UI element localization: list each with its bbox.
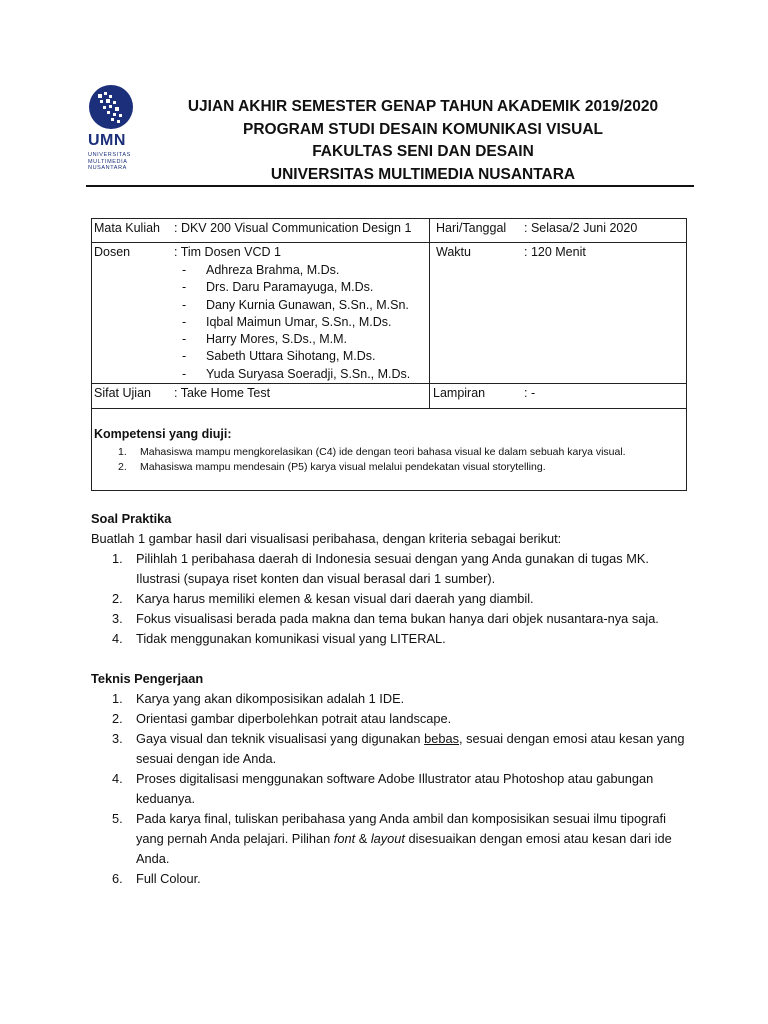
- list-number: 1.: [112, 551, 123, 566]
- exam-info-table: [91, 218, 687, 491]
- competency-text: Mahasiswa mampu mengkorelasikan (C4) ide dengan teori bahasa visual ke dalam sebuah karya visual.: [140, 446, 626, 458]
- lecturer-name: Sabeth Uttara Sihotang, M.Ds.: [206, 349, 376, 364]
- document-header: [160, 96, 686, 186]
- lecturer-name: Adhreza Brahma, M.Ds.: [206, 263, 340, 277]
- umn-logo-mark-icon: [84, 84, 134, 130]
- competency-item: [118, 445, 626, 460]
- list-number: 2.: [112, 711, 123, 726]
- list-dash: -: [182, 349, 187, 364]
- text-run: Gaya visual dan teknik visualisasi yang digunakan: [136, 731, 425, 746]
- list-item: [112, 629, 659, 649]
- lecturer-name: Drs. Daru Paramayuga, M.Ds.: [206, 280, 374, 295]
- list-item-text: Proses digitalisasi menggunakan software Adobe Illustrator atau Photoshop atau gabungan: [136, 771, 654, 786]
- competency-title: Kompetensi yang diuji:: [94, 427, 232, 441]
- course-value: : DKV 200 Visual Communication Design 1: [174, 221, 412, 235]
- header-line-exam: UJIAN AKHIR SEMESTER GENAP TAHUN AKADEMIK 2019/2020: [187, 98, 659, 115]
- technique-list: [112, 689, 685, 889]
- lecturer-item: [182, 262, 410, 279]
- list-item-text: Anda.: [136, 851, 170, 866]
- table-divider: [92, 408, 686, 409]
- list-item-text: Fokus visualisasi berada pada makna dan tema bukan hanya dari objek nusantara-nya saja.: [136, 611, 659, 626]
- list-number: 1.: [118, 446, 127, 458]
- lecturer-label: Dosen: [94, 245, 131, 259]
- list-item: [112, 869, 685, 889]
- umn-logo: [84, 84, 144, 130]
- table-divider: [429, 219, 430, 408]
- lecturer-name: Dany Kurnia Gunawan, S.Sn., M.Sn.: [206, 297, 409, 312]
- list-number: 6.: [112, 871, 123, 886]
- list-item: [112, 769, 685, 809]
- list-dash: -: [182, 297, 187, 312]
- practice-intro: Buatlah 1 gambar hasil dari visualisasi peribahasa, dengan kriteria sebagai berikut:: [91, 531, 562, 546]
- list-item: [112, 709, 685, 729]
- list-item-text: Ilustrasi (supaya riset konten dan visual berasal dari 1 sumber).: [136, 571, 496, 586]
- list-item-text: Pilihlah 1 peribahasa daerah di Indonesia sesuai dengan yang Anda gunakan di tugas MK.: [136, 551, 649, 566]
- text-run: &: [355, 831, 371, 846]
- lecturer-item: [182, 348, 410, 365]
- list-item-text: Pada karya final, tuliskan peribahasa yang Anda ambil dan komposisikan sesuai ilmu tipografi: [136, 811, 666, 826]
- lecturer-name: Iqbal Maimun Umar, S.Sn., M.Ds.: [206, 314, 392, 329]
- date-value: : Selasa/2 Juni 2020: [524, 221, 638, 235]
- header-line-university: UNIVERSITAS MULTIMEDIA NUSANTARA: [270, 165, 576, 183]
- exam-type-label: Sifat Ujian: [94, 386, 151, 400]
- lecturer-item: [182, 331, 410, 348]
- list-item: [112, 689, 685, 709]
- competency-list: [118, 445, 626, 476]
- logo-subtitle: [88, 152, 131, 172]
- date-label: Hari/Tanggal: [436, 221, 507, 235]
- list-number: 1.: [112, 691, 123, 706]
- list-item-text: sesuai dengan ide Anda.: [136, 751, 277, 766]
- list-item-text: keduanya.: [136, 791, 196, 806]
- time-value: : 120 Menit: [524, 245, 586, 259]
- course-label: Mata Kuliah: [94, 221, 161, 235]
- logo-abbr: UMN: [88, 132, 126, 149]
- list-item: [112, 609, 659, 629]
- competency-text: Mahasiswa mampu mendesain (P5) karya visual melalui pendekatan visual storytelling.: [140, 461, 546, 474]
- text-run: yang pernah Anda pelajari. Pilihan: [136, 831, 334, 846]
- lecturer-value: : Tim Dosen VCD 1: [174, 245, 281, 259]
- list-dash: -: [182, 366, 187, 381]
- lecturer-item: [182, 314, 410, 331]
- table-divider: [92, 383, 686, 384]
- attachment-value: : -: [524, 386, 536, 400]
- list-number: 3.: [112, 731, 123, 746]
- list-dash: -: [182, 332, 187, 347]
- header-divider: [86, 185, 694, 187]
- list-item-text: Karya yang akan dikomposisikan adalah 1 IDE.: [136, 691, 405, 706]
- list-dash: -: [182, 314, 187, 329]
- list-number: 2.: [112, 591, 123, 606]
- lecturer-name: Yuda Suryasa Soeradji, S.Sn., M.Ds.: [206, 366, 411, 381]
- list-item-text: Tidak menggunakan komunikasi visual yang LITERAL.: [136, 631, 446, 646]
- text-run: disesuaikan dengan emosi atau kesan dari ide: [404, 831, 672, 846]
- header-line-program: PROGRAM STUDI DESAIN KOMUNIKASI VISUAL: [243, 120, 603, 138]
- list-item-text: [136, 829, 685, 849]
- list-number: 4.: [112, 631, 123, 646]
- logo-subtitle-line: UNIVERSITAS: [88, 152, 131, 158]
- logo-subtitle-line: NUSANTARA: [88, 165, 127, 171]
- list-number: 2.: [118, 461, 127, 474]
- underlined-text: bebas: [424, 731, 459, 746]
- list-dash: -: [182, 280, 187, 295]
- list-item: [112, 549, 659, 589]
- list-item: [112, 809, 685, 869]
- competency-item: [118, 460, 626, 475]
- logo-subtitle-line: MULTIMEDIA: [88, 158, 128, 165]
- list-item-text: Orientasi gambar diperbolehkan potrait atau landscape.: [136, 711, 452, 726]
- text-run: , sesuai dengan emosi atau kesan yang: [458, 731, 685, 746]
- header-line-faculty: FAKULTAS SENI DAN DESAIN: [312, 143, 534, 160]
- list-item: [112, 589, 659, 609]
- italic-text: font: [333, 831, 356, 846]
- list-item-text: [136, 729, 685, 749]
- list-number: 4.: [112, 771, 123, 786]
- list-dash: -: [182, 263, 187, 277]
- table-divider: [92, 242, 686, 243]
- lecturer-list: [182, 262, 410, 383]
- list-item-text: Full Colour.: [136, 871, 201, 886]
- lecturer-item: [182, 297, 410, 314]
- list-item-text: Karya harus memiliki elemen & kesan visual dari daerah yang diambil.: [136, 591, 534, 606]
- exam-type-value: : Take Home Test: [174, 386, 271, 400]
- lecturer-item: [182, 279, 410, 296]
- italic-text: layout: [370, 831, 405, 846]
- technique-title: Teknis Pengerjaan: [91, 671, 204, 686]
- time-label: Waktu: [436, 245, 471, 259]
- lecturer-item: [182, 366, 410, 383]
- practice-list: [112, 549, 659, 649]
- practice-title: Soal Praktika: [91, 511, 172, 526]
- lecturer-name: Harry Mores, S.Ds., M.M.: [206, 332, 347, 347]
- list-number: 5.: [112, 811, 123, 826]
- list-item: [112, 729, 685, 769]
- list-number: 3.: [112, 611, 123, 626]
- attachment-label: Lampiran: [433, 386, 486, 400]
